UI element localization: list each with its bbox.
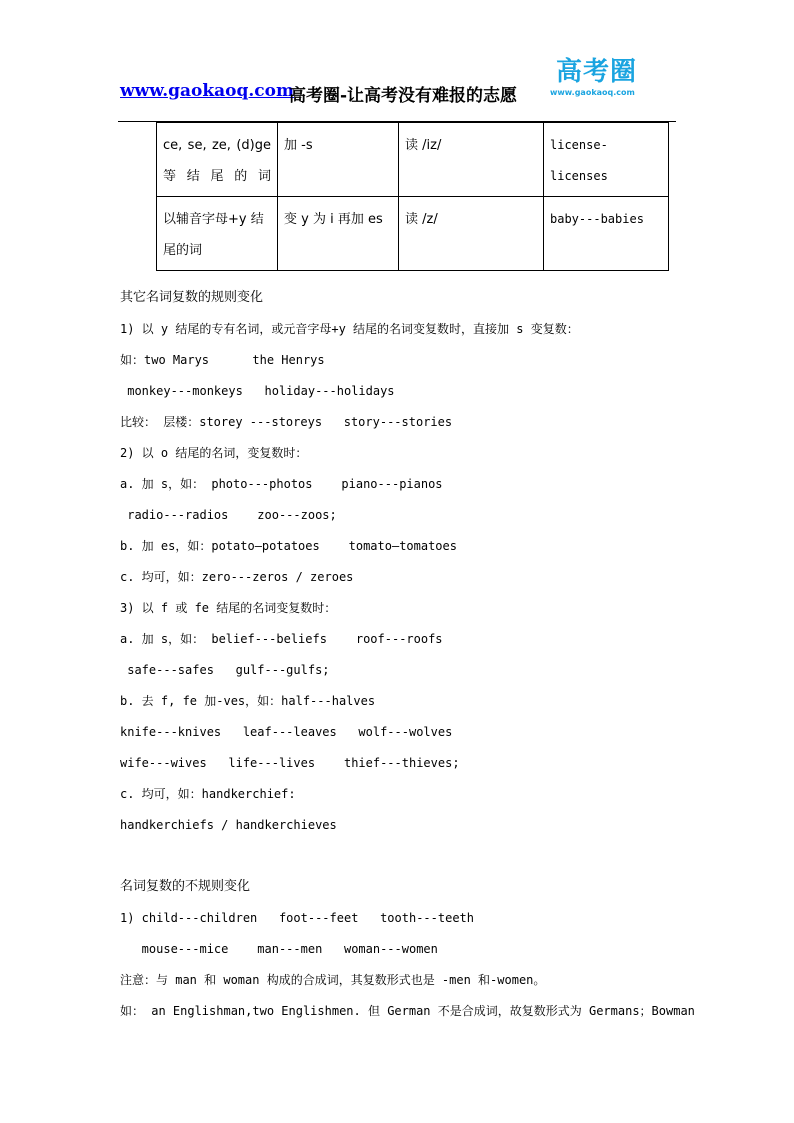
text-line: safe---safes gulf---gulfs; [120,663,330,677]
text-line: 如：two Marys the Henrys [120,353,325,367]
text-line: 1) 以 y 结尾的专有名词，或元音字母+y 结尾的名词变复数时，直接加 s 变复数： [120,322,579,336]
table-row [157,197,669,271]
text-line: b. 加 es，如：potato—potatoes tomato—tomatoes [120,539,457,553]
table-cell-ending: 以辅音字母+y 结尾的词 [157,197,278,271]
page-header [0,0,794,125]
text-line: 如： an Englishman,two Englishmen. 但 German 不是合成词，故复数形式为 Germans；Bowman [120,1004,695,1018]
table-cell-ending: ce, se, ze, (d)ge 等结尾的词 [157,123,278,197]
text-line: 1) child---children foot---feet tooth---teeth [120,911,475,925]
text-line: monkey---monkeys holiday---holidays [120,384,395,398]
text-line: a. 加 s，如： photo---photos piano---pianos [120,477,443,491]
plural-rules-table [156,122,669,271]
text-line: mouse---mice man---men woman---women [120,942,438,956]
logo-url: www.gaokaoq.com [550,88,635,97]
table-cell-pronunciation: 读 /iz/ [399,123,544,197]
text-line: c. 均可，如：handkerchief: [120,787,296,801]
site-url-link[interactable]: www.gaokaoq.com [120,81,294,101]
table-cell-pronunciation: 读 /z/ [399,197,544,271]
site-slogan: 高考圈-让高考没有难报的志愿 [289,86,518,106]
text-line: b. 去 f, fe 加-ves，如：half---halves [120,694,376,708]
text-line: radio---radios zoo---zoos; [120,508,337,522]
text-line: 3) 以 f 或 fe 结尾的名词变复数时： [120,601,337,615]
text-line: a. 加 s，如： belief---beliefs roof---roofs [120,632,443,646]
text-line: handkerchiefs / handkerchieves [120,818,337,832]
blank-line [120,844,700,875]
text-line: knife---knives leaf---leaves wolf---wolves [120,725,453,739]
table-cell-rule: 加 -s [278,123,399,197]
logo-text: 高考圈 [556,57,638,87]
text-line: 注意：与 man 和 woman 构成的合成词，其复数形式也是 -men 和-women。 [120,973,546,987]
text-line: 比较： 层楼：storey ---storeys story---stories [120,415,453,429]
table-cell-example: license-licenses [544,123,669,197]
text-line: c. 均可，如：zero---zeros / zeroes [120,570,354,584]
gaokaoq-logo[interactable] [548,58,658,102]
section-heading: 名词复数的不规则变化 [120,879,251,894]
text-line: 2) 以 o 结尾的名词，变复数时： [120,446,308,460]
table-row [157,123,669,197]
section-heading: 其它名词复数的规则变化 [120,290,264,305]
table-cell-rule: 变 y 为 i 再加 es [278,197,399,271]
table-cell-example: baby---babies [544,197,669,271]
document-body [120,286,700,1030]
text-line: wife---wives life---lives thief---thieves; [120,756,460,770]
